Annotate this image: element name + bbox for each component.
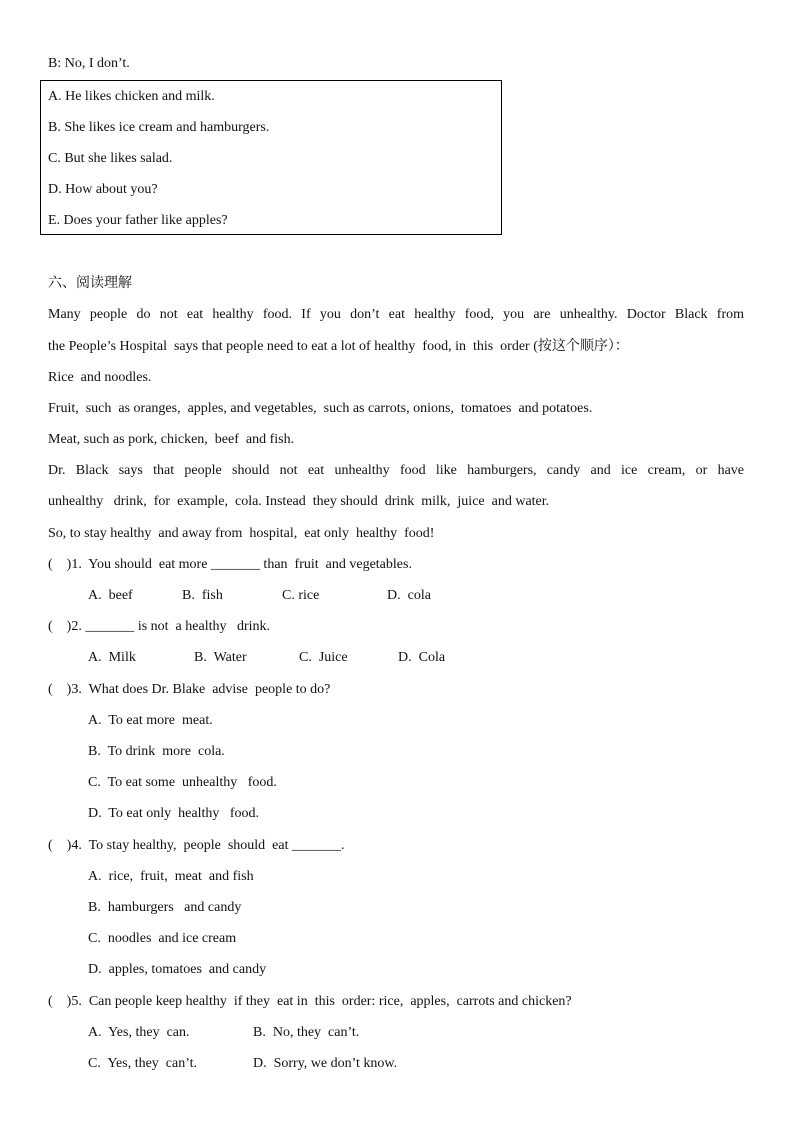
question-2-option-b: B. Water	[194, 650, 247, 665]
question-3-stem: ( )3. What does Dr. Blake advise people to do?	[48, 682, 331, 697]
question-2-option-d: D. Cola	[398, 650, 446, 665]
question-3-option-a: A. To eat more meat.	[88, 713, 213, 728]
question-4-option-d: D. apples, tomatoes and candy	[88, 962, 267, 977]
question-3-option-c: C. To eat some unhealthy food.	[88, 775, 277, 790]
passage-p3: So, to stay healthy and away from hospital, eat only healthy food!	[48, 526, 435, 541]
box-option-c: C. But she likes salad.	[48, 151, 173, 166]
question-1-option-d: D. cola	[387, 588, 431, 603]
passage-p1-line1: Many people do not eat healthy food. If you don’t eat healthy food, you are unhealthy. Doctor Black from	[48, 307, 744, 322]
passage-p2-line1: Dr. Black says that people should not eat unhealthy food like hamburgers, candy and ice cream, or have	[48, 463, 744, 478]
question-4-option-a: A. rice, fruit, meat and fish	[88, 869, 254, 884]
question-2-stem: ( )2. _______ is not a healthy drink.	[48, 619, 271, 634]
question-3-option-d: D. To eat only healthy food.	[88, 806, 260, 821]
question-5-option-d: D. Sorry, we don’t know.	[253, 1056, 398, 1071]
passage-item-2: Fruit, such as oranges, apples, and vegetables, such as carrots, onions, tomatoes and potatoes.	[48, 401, 593, 416]
section-title: 六、阅读理解	[48, 275, 132, 291]
options-box	[40, 80, 502, 235]
question-1-option-c: C. rice	[282, 588, 320, 603]
box-option-a: A. He likes chicken and milk.	[48, 89, 215, 104]
question-5-option-b: B. No, they can’t.	[253, 1025, 360, 1040]
question-1-option-b: B. fish	[182, 588, 223, 603]
question-5-option-a: A. Yes, they can.	[88, 1025, 190, 1040]
question-1-stem: ( )1. You should eat more _______ than fruit and vegetables.	[48, 557, 412, 572]
passage-item-1: Rice and noodles.	[48, 370, 152, 385]
question-2-option-c: C. Juice	[299, 650, 348, 665]
passage-p2-line2: unhealthy drink, for example, cola. Instead they should drink milk, juice and water.	[48, 494, 550, 509]
passage-item-3: Meat, such as pork, chicken, beef and fish.	[48, 432, 295, 447]
question-4-option-c: C. noodles and ice cream	[88, 931, 237, 946]
question-2-option-a: A. Milk	[88, 650, 136, 665]
question-5-option-c: C. Yes, they can’t.	[88, 1056, 198, 1071]
passage-p1-line2: the People’s Hospital says that people need to eat a lot of healthy food, in this order (按这个顺序）：	[48, 339, 629, 354]
question-4-stem: ( )4. To stay healthy, people should eat _______.	[48, 838, 345, 853]
question-3-option-b: B. To drink more cola.	[88, 744, 225, 759]
question-5-stem: ( )5. Can people keep healthy if they eat in this order: rice, apples, carrots and chicken?	[48, 994, 572, 1009]
question-1-option-a: A. beef	[88, 588, 133, 603]
question-4-option-b: B. hamburgers and candy	[88, 900, 242, 915]
box-option-d: D. How about you?	[48, 182, 158, 197]
dialog-line: B: No, I don’t.	[48, 56, 130, 71]
box-option-b: B. She likes ice cream and hamburgers.	[48, 120, 270, 135]
box-option-e: E. Does your father like apples?	[48, 213, 228, 228]
